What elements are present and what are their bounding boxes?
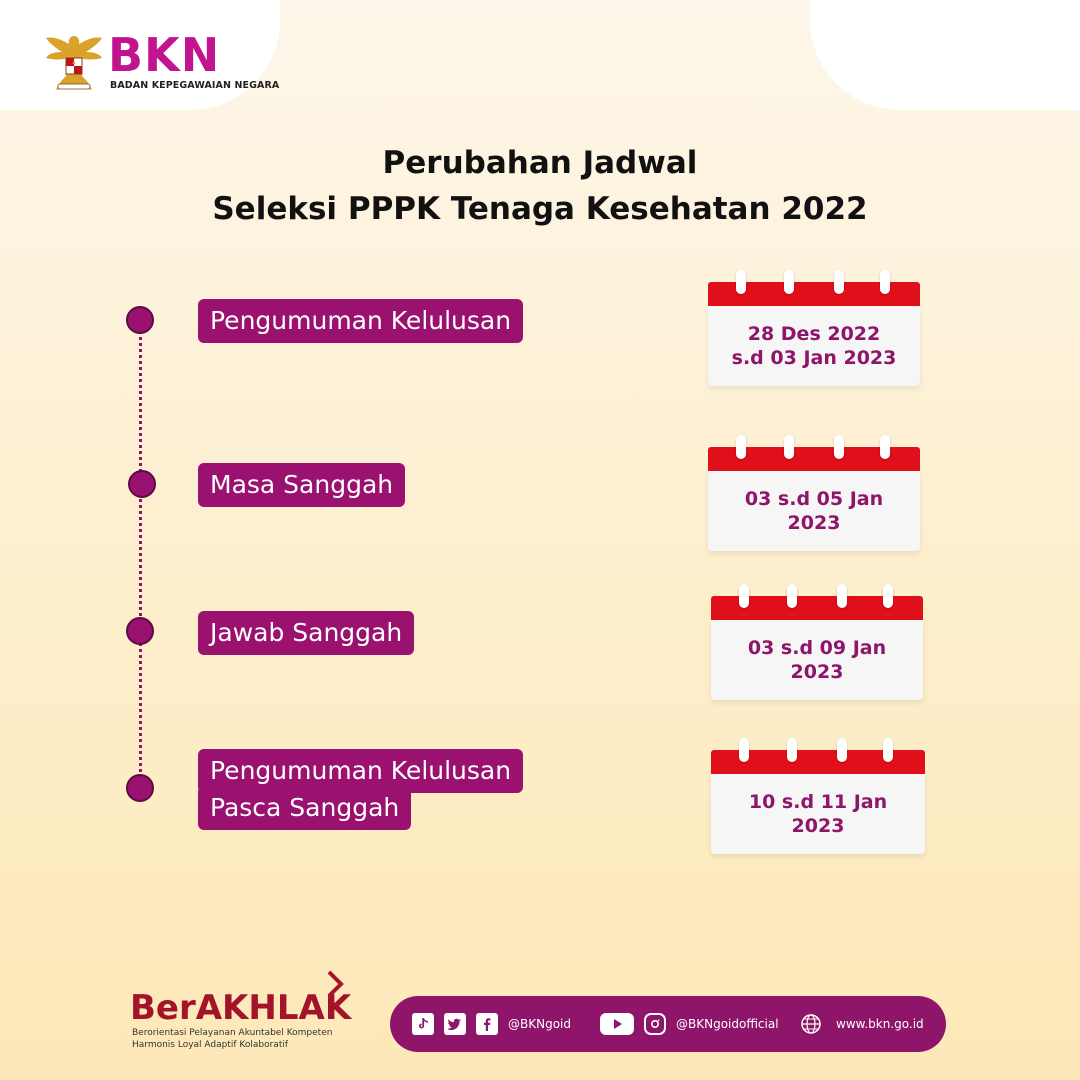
title-line-1: Perubahan Jadwal bbox=[382, 145, 698, 181]
brand-full-name: BADAN KEPEGAWAIAN NEGARA bbox=[110, 80, 280, 91]
calendar-ring bbox=[880, 270, 890, 294]
bkn-logo bbox=[40, 28, 280, 100]
schedule-date bbox=[732, 322, 897, 370]
schedule-date bbox=[745, 487, 883, 535]
date-line: 2023 bbox=[791, 815, 845, 837]
schedule-label-text: Jawab Sanggah bbox=[210, 618, 403, 647]
timeline-dot bbox=[126, 774, 154, 802]
date-line: 28 Des 2022 bbox=[747, 323, 881, 345]
calendar-ring bbox=[837, 738, 847, 762]
calendar-ring bbox=[739, 584, 749, 608]
calendar-ring bbox=[787, 738, 797, 762]
timeline-dot bbox=[126, 617, 154, 645]
schedule-label bbox=[198, 786, 411, 830]
globe-icon[interactable] bbox=[800, 1013, 822, 1035]
calendar-ring bbox=[883, 738, 893, 762]
schedule-label-text: Pengumuman Kelulusan bbox=[210, 306, 512, 335]
date-line: 2023 bbox=[790, 661, 844, 683]
calendar-body bbox=[711, 774, 925, 854]
berakhlak-logo bbox=[130, 970, 390, 1060]
social-handle[interactable]: @BKNgoid bbox=[508, 1017, 571, 1031]
twitter-icon[interactable] bbox=[444, 1013, 466, 1035]
website-link[interactable]: www.bkn.go.id bbox=[836, 1017, 924, 1031]
calendar-ring bbox=[784, 270, 794, 294]
date-line: 03 s.d 09 Jan bbox=[747, 637, 887, 659]
date-line: 10 s.d 11 Jan bbox=[748, 791, 888, 813]
schedule-label-text: Pasca Sanggah bbox=[210, 793, 400, 822]
schedule-date bbox=[749, 790, 887, 838]
calendar-ring bbox=[736, 435, 746, 459]
timeline-dot bbox=[126, 306, 154, 334]
date-line: 03 s.d 05 Jan bbox=[744, 488, 884, 510]
calendar-ring bbox=[837, 584, 847, 608]
date-line: s.d 03 Jan 2023 bbox=[731, 347, 897, 369]
calendar-ring bbox=[880, 435, 890, 459]
date-line: 2023 bbox=[787, 512, 841, 534]
berakhlak-tagline-1: Berorientasi Pelayanan Akuntabel Kompeten bbox=[132, 1028, 333, 1038]
schedule-date bbox=[748, 636, 886, 684]
calendar-ring bbox=[834, 435, 844, 459]
instagram-icon[interactable] bbox=[644, 1013, 666, 1035]
title-line-2: Seleksi PPPK Tenaga Kesehatan 2022 bbox=[212, 191, 868, 227]
header-shape-right bbox=[810, 0, 1080, 110]
page-title bbox=[0, 140, 1080, 232]
timeline-dotted-line bbox=[139, 320, 142, 790]
schedule-label bbox=[198, 463, 405, 507]
tiktok-icon[interactable] bbox=[412, 1013, 434, 1035]
calendar-body bbox=[711, 620, 923, 700]
timeline-dot bbox=[128, 470, 156, 498]
calendar-ring bbox=[787, 584, 797, 608]
schedule-label-text: Pengumuman Kelulusan bbox=[210, 756, 512, 785]
berakhlak-title: BerAKHLAK bbox=[130, 988, 352, 1028]
berakhlak-tagline-2: Harmonis Loyal Adaptif Kolaboratif bbox=[132, 1040, 289, 1050]
youtube-icon[interactable] bbox=[600, 1013, 634, 1035]
calendar-ring bbox=[739, 738, 749, 762]
schedule-label bbox=[198, 611, 414, 655]
calendar-ring bbox=[784, 435, 794, 459]
social-handle[interactable]: @BKNgoidofficial bbox=[676, 1017, 779, 1031]
schedule-label-text: Masa Sanggah bbox=[210, 470, 394, 499]
calendar-ring bbox=[736, 270, 746, 294]
schedule-label bbox=[198, 299, 523, 343]
facebook-icon[interactable] bbox=[476, 1013, 498, 1035]
calendar-body bbox=[708, 471, 920, 551]
calendar-body bbox=[708, 306, 920, 386]
garuda-emblem-icon bbox=[44, 30, 104, 94]
calendar-ring bbox=[883, 584, 893, 608]
brand-name: BKN bbox=[108, 28, 221, 82]
calendar-ring bbox=[834, 270, 844, 294]
social-bar bbox=[390, 996, 946, 1052]
